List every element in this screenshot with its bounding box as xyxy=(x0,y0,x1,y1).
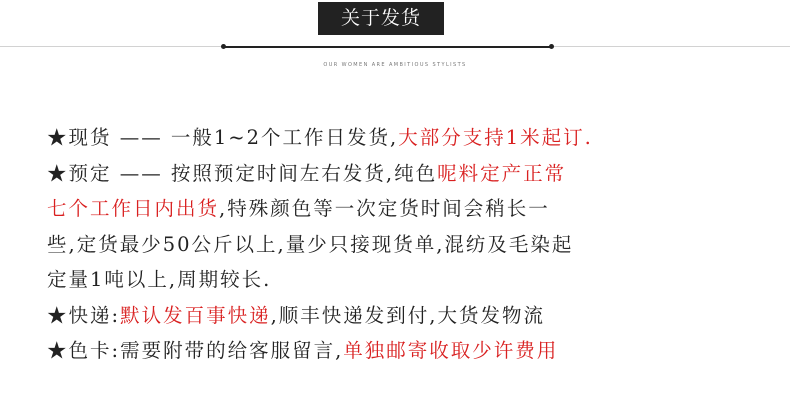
in-stock-highlight: 大部分支持1米起订. xyxy=(398,126,593,149)
preorder-highlight: 呢料定产正常 xyxy=(437,161,567,185)
in-stock-text: ★现货 —— 一般1~2个工作日发货, xyxy=(47,126,399,149)
express-line xyxy=(47,298,747,334)
divider-dot-right xyxy=(549,44,554,49)
color-card-text: ★色卡:需要附带的给客服留言, xyxy=(47,339,344,362)
preorder-line xyxy=(47,156,747,192)
preorder-text-3: 些,定货最少50公斤以上,量少只接现货单,混纺及毛染起 xyxy=(47,232,574,256)
shipping-info xyxy=(47,120,747,369)
tagline: OUR WOMEN ARE AMBITIOUS STYLISTS xyxy=(323,62,467,68)
express-text: ★快递: xyxy=(47,303,121,327)
preorder-line-3 xyxy=(47,227,747,263)
express-highlight: 默认发百事快递 xyxy=(120,303,271,327)
express-text-tail: ,顺丰快递发到付,大货发物流 xyxy=(270,303,545,327)
color-card-highlight: 单独邮寄收取少许费用 xyxy=(343,339,559,362)
in-stock-line xyxy=(47,120,747,156)
preorder-line-4 xyxy=(47,262,747,298)
section-title: 关于发货 xyxy=(318,2,444,35)
divider-dot-left xyxy=(221,44,226,49)
preorder-line-2 xyxy=(47,191,747,227)
preorder-text-4: 定量1吨以上,周期较长. xyxy=(47,268,272,291)
preorder-text: ★预定 —— 按照预定时间左右发货,纯色 xyxy=(47,161,438,185)
preorder-text-2: ,特殊颜色等一次定货时间会稍长一 xyxy=(219,197,550,220)
preorder-highlight-2: 七个工作日内出货 xyxy=(47,197,220,220)
color-card-line xyxy=(47,333,747,369)
divider-accent xyxy=(224,46,552,48)
